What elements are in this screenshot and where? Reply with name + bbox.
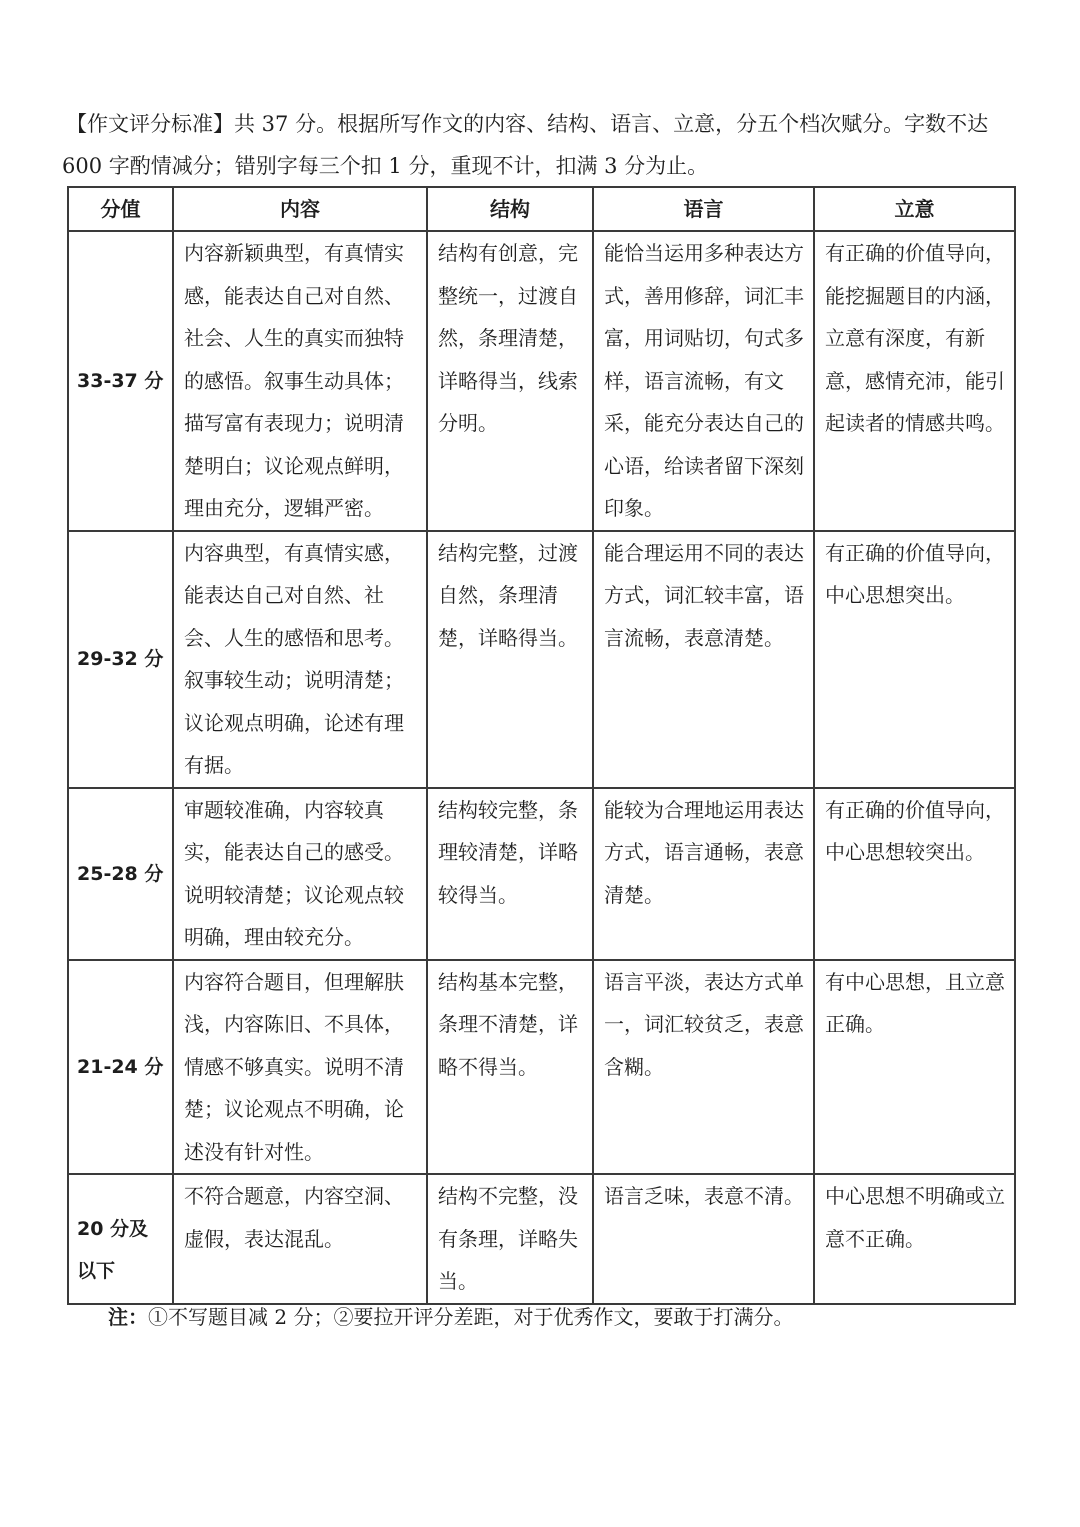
intro-line-2: 600 字酌情减分；错别字每三个扣 1 分，重现不计，扣满 3 分为止。: [62, 154, 709, 178]
content-cell: 不符合题意，内容空洞、虚假，表达混乱。: [173, 1174, 427, 1304]
intent-cell: 有正确的价值导向，中心思想较突出。: [814, 788, 1015, 960]
header-structure: 结构: [427, 187, 593, 231]
score-cell: 29-32 分: [68, 531, 173, 788]
score-cell: 20 分及以下: [68, 1174, 173, 1304]
score-cell: 33-37 分: [68, 231, 173, 531]
content-cell: 审题较准确，内容较真实，能表达自己的感受。说明较清楚；议论观点较明确，理由较充分。: [173, 788, 427, 960]
language-cell: 能恰当运用多种表达方式，善用修辞，词汇丰富，用词贴切，句式多样，语言流畅，有文采，能充分表达自己的心语，给读者留下深刻印象。: [593, 231, 814, 531]
header-language: 语言: [593, 187, 814, 231]
language-cell: 能合理运用不同的表达方式，词汇较丰富，语言流畅，表意清楚。: [593, 531, 814, 788]
structure-cell: 结构较完整，条理较清楚，详略较得当。: [427, 788, 593, 960]
scoring-intro: [62, 103, 1022, 187]
footnote-label: 注：: [108, 1305, 148, 1329]
structure-cell: 结构不完整，没有条理，详略失当。: [427, 1174, 593, 1304]
content-cell: 内容符合题目，但理解肤浅，内容陈旧、不具体，情感不够真实。说明不清楚；议论观点不明确，论述没有针对性。: [173, 960, 427, 1175]
content-cell: 内容新颖典型，有真情实感，能表达自己对自然、社会、人生的真实而独特的感悟。叙事生动具体；描写富有表现力；说明清楚明白；议论观点鲜明，理由充分，逻辑严密。: [173, 231, 427, 531]
language-cell: 语言平淡，表达方式单一，词汇较贫乏，表意含糊。: [593, 960, 814, 1175]
table-row: [68, 960, 1015, 1175]
table-row: [68, 231, 1015, 531]
table-header-row: [68, 187, 1015, 231]
header-content: 内容: [173, 187, 427, 231]
content-cell: 内容典型，有真情实感，能表达自己对自然、社会、人生的感悟和思考。叙事较生动；说明清楚；议论观点明确，论述有理有据。: [173, 531, 427, 788]
intent-cell: 有正确的价值导向，中心思想突出。: [814, 531, 1015, 788]
language-cell: 语言乏味，表意不清。: [593, 1174, 814, 1304]
language-cell: 能较为合理地运用表达方式，语言通畅，表意清楚。: [593, 788, 814, 960]
table-row: [68, 531, 1015, 788]
table-row: [68, 788, 1015, 960]
intent-cell: 有正确的价值导向，能挖掘题目的内涵，立意有深度，有新意，感情充沛，能引起读者的情感共鸣。: [814, 231, 1015, 531]
score-cell: 25-28 分: [68, 788, 173, 960]
intent-cell: 有中心思想，且立意正确。: [814, 960, 1015, 1175]
footnote-text: ①不写题目减 2 分；②要拉开评分差距，对于优秀作文，要敢于打满分。: [148, 1305, 794, 1329]
intent-cell: 中心思想不明确或立意不正确。: [814, 1174, 1015, 1304]
structure-cell: 结构完整，过渡自然，条理清楚，详略得当。: [427, 531, 593, 788]
header-intent: 立意: [814, 187, 1015, 231]
header-score: 分值: [68, 187, 173, 231]
structure-cell: 结构基本完整，条理不清楚，详略不得当。: [427, 960, 593, 1175]
intro-line-1: 【作文评分标准】共 37 分。根据所写作文的内容、结构、语言、立意，分五个档次赋分。字数不达: [66, 112, 989, 136]
scoring-rubric-table: [67, 186, 1016, 1305]
table-row: [68, 1174, 1015, 1304]
score-cell: 21-24 分: [68, 960, 173, 1175]
structure-cell: 结构有创意，完整统一，过渡自然，条理清楚，详略得当，线索分明。: [427, 231, 593, 531]
footnote: [108, 1299, 793, 1335]
